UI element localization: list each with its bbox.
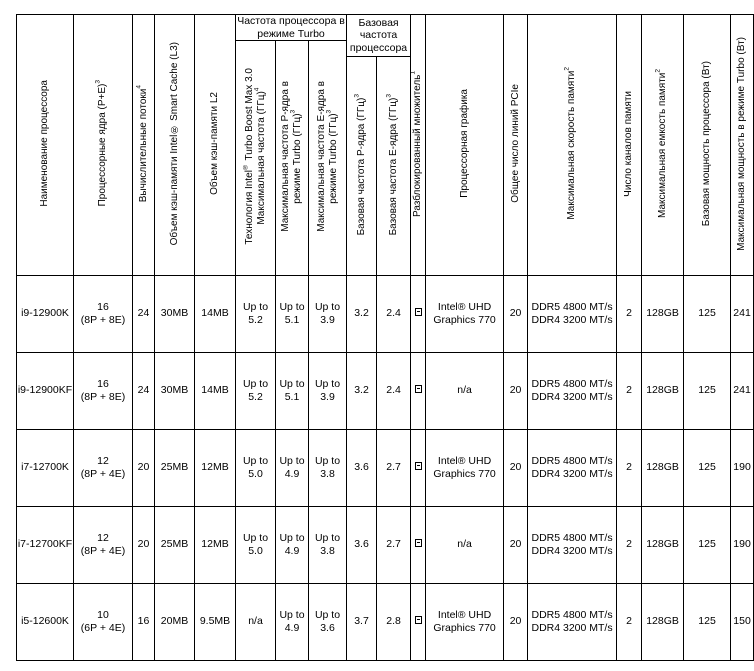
header-pcie: Общее число линий PCIe: [504, 15, 528, 276]
cell-turbo-p: Up to 4.9: [276, 584, 309, 661]
cell-base-power: 125: [684, 584, 731, 661]
cell-mem-speed: DDR5 4800 MT/s DDR4 3200 MT/s: [528, 353, 617, 430]
unlocked-box-icon: [415, 462, 422, 470]
cell-l2: 14MB: [195, 353, 236, 430]
table-row: [17, 353, 754, 430]
unlocked-box-icon: [415, 308, 422, 316]
cell-pcie: 20: [504, 276, 528, 353]
cell-turbo-max: n/a: [236, 584, 276, 661]
cell-name: i7-12700KF: [17, 507, 74, 584]
cell-base-p: 3.6: [347, 430, 377, 507]
cell-turbo-p: Up to 5.1: [276, 353, 309, 430]
cell-threads: 16: [133, 584, 155, 661]
cell-mem-speed: DDR5 4800 MT/s DDR4 3200 MT/s: [528, 507, 617, 584]
cell-turbo-max: Up to 5.2: [236, 276, 276, 353]
cell-unlocked: [411, 276, 426, 353]
cell-graphics: n/a: [426, 353, 504, 430]
header-cores: Процессорные ядра $(P+E)^3$: [74, 15, 133, 276]
table-row: [17, 430, 754, 507]
cell-pcie: 20: [504, 430, 528, 507]
cell-unlocked: [411, 584, 426, 661]
cell-l3: 25MB: [155, 507, 195, 584]
header-l3: Объем кэш-памяти Intel® Smart Cache (L3): [155, 15, 195, 276]
cell-channels: 2: [617, 353, 642, 430]
cell-capacity: 128GB: [642, 507, 684, 584]
cell-mem-speed: DDR5 4800 MT/s DDR4 3200 MT/s: [528, 584, 617, 661]
cell-l2: 12MB: [195, 507, 236, 584]
cell-graphics: Intel® UHD Graphics 770: [426, 584, 504, 661]
header-threads: Вычислительные потоки$^4$: [133, 15, 155, 276]
cell-l2: 12MB: [195, 430, 236, 507]
cell-turbo-e: Up to 3.8: [309, 507, 347, 584]
cell-base-p: 3.2: [347, 276, 377, 353]
cell-threads: 24: [133, 276, 155, 353]
cell-cores: 10 (6P + 4E): [74, 584, 133, 661]
header-base-group: Базовая частота процессора: [347, 15, 411, 57]
cell-turbo-p: Up to 4.9: [276, 507, 309, 584]
cell-unlocked: [411, 353, 426, 430]
cell-turbo-power: 241: [731, 353, 754, 430]
cell-base-e: 2.7: [377, 507, 411, 584]
cell-graphics: n/a: [426, 507, 504, 584]
table-row: [17, 584, 754, 661]
cell-turbo-power: 190: [731, 507, 754, 584]
cell-cores: 16 (8P + 8E): [74, 276, 133, 353]
cell-name: i5-12600K: [17, 584, 74, 661]
header-turbo-e: Максимальная частота E-ядра в режиме Turbo (ГГц)$^3$: [309, 41, 347, 276]
header-turbo-p: Максимальная частота P-ядра в режиме Turbo (ГГц)$^3$: [276, 41, 309, 276]
cell-turbo-max: Up to 5.0: [236, 507, 276, 584]
cell-l3: 20MB: [155, 584, 195, 661]
cell-base-power: 125: [684, 507, 731, 584]
cell-base-power: 125: [684, 276, 731, 353]
cell-l2: 9.5MB: [195, 584, 236, 661]
unlocked-box-icon: [415, 385, 422, 393]
cell-cores: 16 (8P + 8E): [74, 353, 133, 430]
cell-graphics: Intel® UHD Graphics 770: [426, 276, 504, 353]
cell-capacity: 128GB: [642, 353, 684, 430]
header-turbo-group: Частота процессора в режиме Turbo: [237, 15, 345, 40]
cell-turbo-power: 241: [731, 276, 754, 353]
cell-base-e: 2.4: [377, 353, 411, 430]
cell-unlocked: [411, 507, 426, 584]
cell-base-p: 3.7: [347, 584, 377, 661]
cell-threads: 24: [133, 353, 155, 430]
cell-turbo-e: Up to 3.6: [309, 584, 347, 661]
cell-turbo-p: Up to 5.1: [276, 276, 309, 353]
header-turbo-power: Максимальная мощность в режиме Turbo (Вт): [731, 15, 754, 276]
header-graphics: Процессорная графика: [426, 15, 504, 276]
processor-spec-table: [16, 14, 754, 661]
cell-threads: 20: [133, 507, 155, 584]
cell-channels: 2: [617, 430, 642, 507]
cell-turbo-max: Up to 5.2: [236, 353, 276, 430]
cell-l3: 30MB: [155, 276, 195, 353]
cell-l3: 25MB: [155, 430, 195, 507]
header-base-power: Базовая мощность процессора (Вт): [684, 15, 731, 276]
cell-unlocked: [411, 430, 426, 507]
header-mem-speed: Максимальная скорость памяти$^2$: [528, 15, 617, 276]
cell-turbo-e: Up to 3.8: [309, 430, 347, 507]
cell-turbo-power: 190: [731, 430, 754, 507]
cell-capacity: 128GB: [642, 584, 684, 661]
header-base-e: Базовая частота E-ядра (ГГц)$^3$: [377, 57, 411, 276]
table-row: [17, 276, 754, 353]
cell-pcie: 20: [504, 507, 528, 584]
header-base-p: Базовая частота P-ядра (ГГц)$^3$: [347, 57, 377, 276]
cell-base-p: 3.6: [347, 507, 377, 584]
cell-graphics: Intel® UHD Graphics 770: [426, 430, 504, 507]
cell-base-power: 125: [684, 353, 731, 430]
header-mem-capacity: Максимальная емкость памяти$^2$: [642, 15, 684, 276]
cell-pcie: 20: [504, 584, 528, 661]
unlocked-box-icon: [415, 616, 422, 624]
cell-base-e: 2.7: [377, 430, 411, 507]
cell-l2: 14MB: [195, 276, 236, 353]
cell-base-p: 3.2: [347, 353, 377, 430]
cell-turbo-e: Up to 3.9: [309, 276, 347, 353]
table-row: [17, 507, 754, 584]
cell-base-e: 2.4: [377, 276, 411, 353]
header-name: Наименование процессора: [17, 15, 74, 276]
cell-channels: 2: [617, 507, 642, 584]
header-unlocked: Разблокированный множитель$^1$: [411, 15, 426, 276]
header-l2: Объем кэш-памяти L2: [195, 15, 236, 276]
cell-pcie: 20: [504, 353, 528, 430]
cell-turbo-max: Up to 5.0: [236, 430, 276, 507]
cell-name: i7-12700K: [17, 430, 74, 507]
cell-name: i9-12900KF: [17, 353, 74, 430]
header-mem-channels: Число каналов памяти: [617, 15, 642, 276]
cell-turbo-power: 150: [731, 584, 754, 661]
cell-base-power: 125: [684, 430, 731, 507]
cell-turbo-p: Up to 4.9: [276, 430, 309, 507]
cell-l3: 30MB: [155, 353, 195, 430]
cell-cores: 12 (8P + 4E): [74, 430, 133, 507]
cell-name: i9-12900K: [17, 276, 74, 353]
header-turbo-max: Технология Intel® Turbo Boost Max 3.0 Максимальная частота (ГГц)$^4$: [236, 41, 276, 276]
cell-mem-speed: DDR5 4800 MT/s DDR4 3200 MT/s: [528, 430, 617, 507]
cell-turbo-e: Up to 3.9: [309, 353, 347, 430]
cell-base-e: 2.8: [377, 584, 411, 661]
cell-channels: 2: [617, 276, 642, 353]
cell-capacity: 128GB: [642, 276, 684, 353]
cell-capacity: 128GB: [642, 430, 684, 507]
cell-mem-speed: DDR5 4800 MT/s DDR4 3200 MT/s: [528, 276, 617, 353]
unlocked-box-icon: [415, 539, 422, 547]
cell-channels: 2: [617, 584, 642, 661]
cell-threads: 20: [133, 430, 155, 507]
cell-cores: 12 (8P + 4E): [74, 507, 133, 584]
